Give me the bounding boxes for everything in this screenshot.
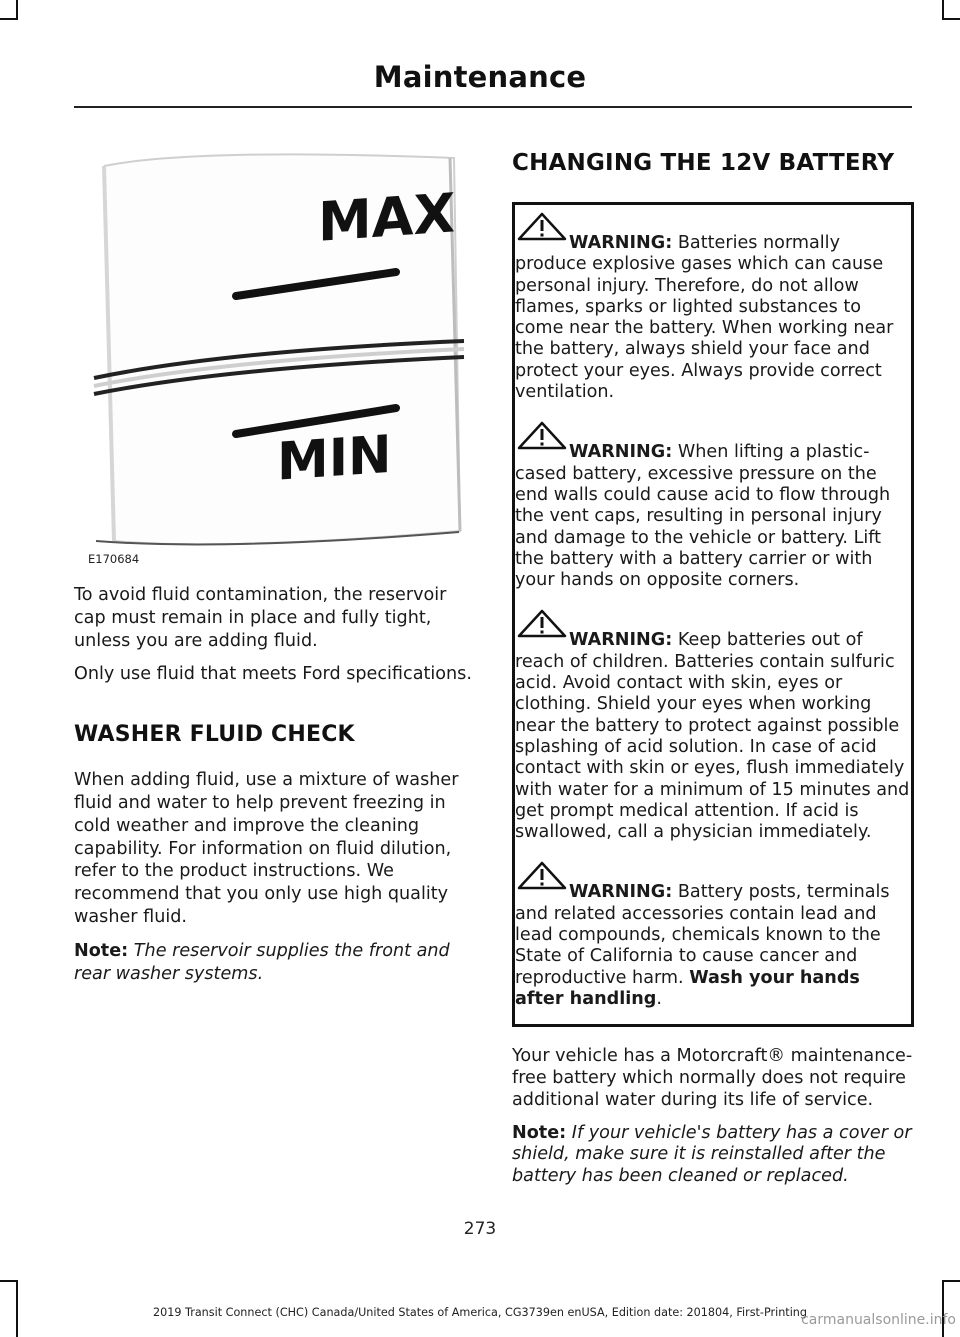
warning-text: Keep batteries out of reach of children. Batteries contain sulfuric acid. Avoid contact with skin, eyes or clothing. Shield your eyes when working near the battery to protect against possible splashing of acid solution. In case of acid contact with skin or eyes, flush immediately with water for a minimum of 15 minutes and get prompt medical attention. If acid is swallowed, call a physician immediately.: [515, 630, 910, 843]
washer-fluid-heading: WASHER FLUID CHECK: [74, 722, 355, 748]
watermark: carmanualsonline.info: [801, 1312, 956, 1328]
battery-note: [512, 1123, 914, 1188]
crop-mark: [0, 18, 18, 20]
crop-mark: [942, 18, 960, 20]
warning-triangle-icon: [516, 420, 568, 450]
warning-text: Battery posts, terminals and related accessories contain lead and lead compounds, chemicals known to the State of California to cause cancer and reproductive harm.: [515, 882, 890, 988]
left-column: [74, 146, 478, 985]
reservoir-figure: [74, 146, 474, 566]
warning-label: WARNING:: [569, 233, 673, 253]
warning-text: When lifting a plastic-cased battery, excessive pressure on the end walls could cause acid to flow through the vent caps, resulting in personal injury and damage to the vehicle or battery. Lift the battery with a battery carrier or with your hands on opposite corners.: [515, 442, 891, 591]
right-column: [512, 146, 914, 1188]
crop-mark: [942, 1280, 960, 1282]
warning-text: Batteries normally produce explosive gases which can cause personal injury. Therefore, do not allow flames, sparks or lighted substances to come near the battery. When working near the battery, always shield your face and protect your eyes. Always provide correct ventilation.: [515, 233, 894, 403]
warning-label: WARNING:: [569, 630, 673, 651]
reservoir-cap-paragraph: To avoid fluid contamination, the reservoir cap must remain in place and fully tight, unless you are adding fluid.: [74, 585, 447, 651]
note-label: Note:: [74, 940, 129, 961]
warning-bold-tail: Wash your hands after handling: [515, 967, 860, 1009]
note-text: The reservoir supplies the front and rear washer systems.: [74, 940, 450, 984]
battery-paragraph: Your vehicle has a Motorcraft® maintenance-free battery which normally does not require additional water during its life of service.: [512, 1046, 913, 1110]
warning-label: WARNING:: [569, 882, 673, 903]
warning-triangle-icon: [516, 860, 568, 890]
warning-item: [515, 630, 911, 843]
page-number: 273: [463, 1219, 497, 1239]
figure-id: E170684: [88, 552, 140, 566]
battery-heading: CHANGING THE 12V BATTERY: [512, 150, 895, 176]
warning-item: [515, 882, 911, 1010]
warning-label: WARNING:: [569, 442, 673, 463]
reservoir-illustration: [74, 146, 474, 566]
warning-end: .: [656, 988, 662, 1009]
fluid-spec-paragraph: Only use fluid that meets Ford specifications.: [74, 664, 472, 685]
crop-mark: [16, 0, 18, 20]
washer-note: [74, 940, 478, 986]
note-label: Note:: [512, 1122, 567, 1143]
crop-mark: [0, 1280, 18, 1282]
max-label: MAX: [318, 181, 456, 254]
min-label: MIN: [277, 424, 392, 493]
warning-triangle-icon: [516, 211, 568, 241]
footer-edition-line: 2019 Transit Connect (CHC) Canada/United States of America, CG3739en enUSA, Edition date: 201804, First-Printing: [153, 1306, 807, 1319]
washer-fluid-paragraph: When adding fluid, use a mixture of washer fluid and water to help prevent freezing in cold weather and improve the cleaning capability. For information on fluid dilution, refer to the product instructions. We recommend that you only use high quality washer fluid.: [74, 770, 459, 927]
warning-triangle-icon: [516, 608, 568, 638]
header-divider: [74, 106, 912, 108]
page-title: Maintenance: [373, 60, 587, 94]
note-text: If your vehicle's battery has a cover or shield, make sure it is reinstalled after the battery has been cleaned or replaced.: [512, 1122, 912, 1187]
warning-box: [512, 202, 914, 1027]
warning-item: [515, 233, 911, 403]
crop-mark: [942, 0, 944, 20]
warning-item: [515, 442, 911, 591]
